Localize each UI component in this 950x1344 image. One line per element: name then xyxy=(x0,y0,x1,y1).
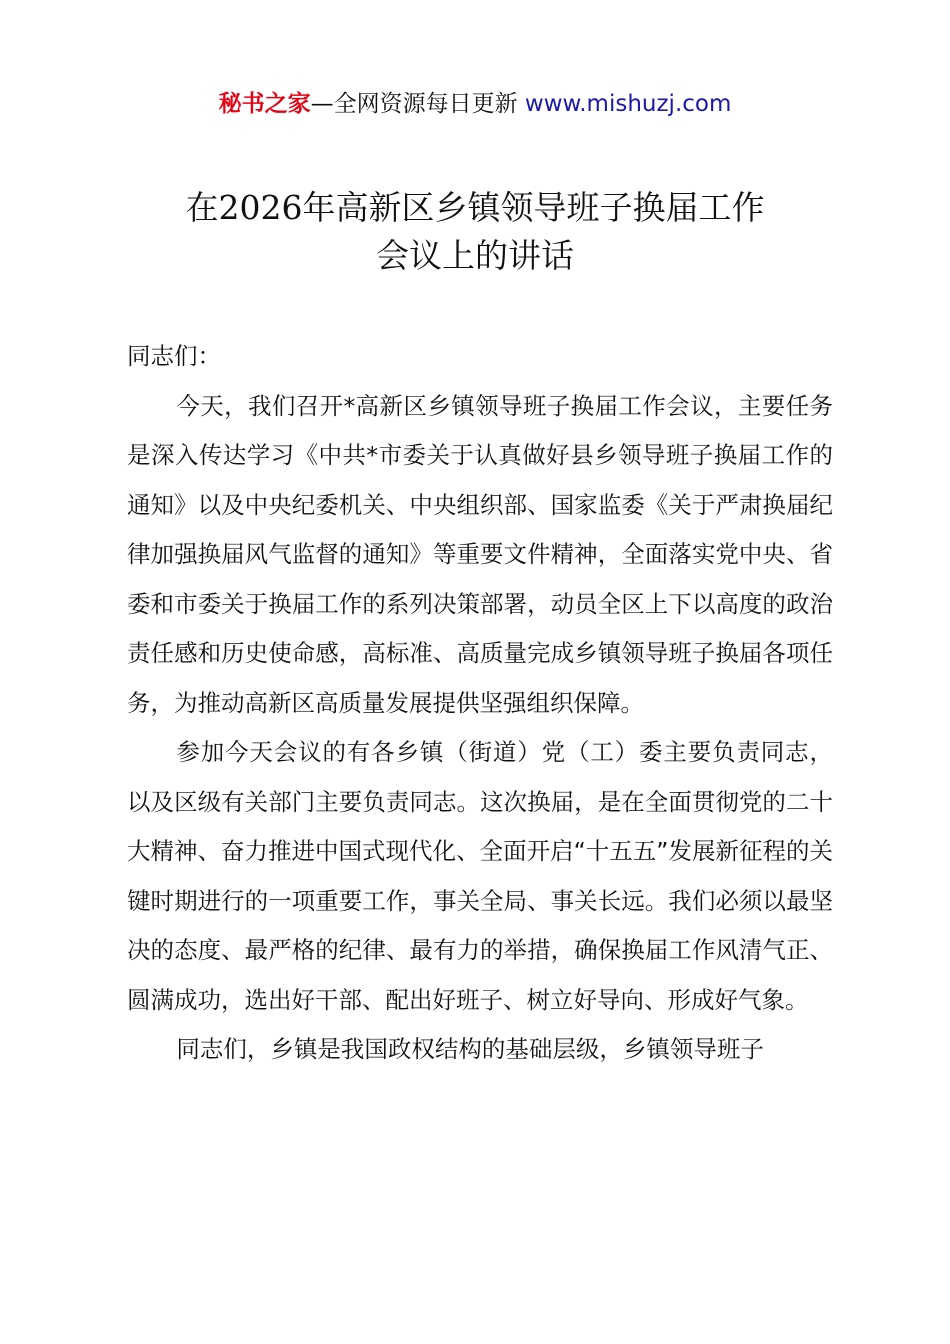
paragraph: 同志们，乡镇是我国政权结构的基础层级，乡镇领导班子 xyxy=(176,1035,764,1063)
header-tagline: —全网资源每日更新 xyxy=(310,91,518,117)
site-header xyxy=(0,86,950,122)
document-body xyxy=(127,332,833,1075)
site-url-link[interactable]: www.mishuzj.com xyxy=(524,91,732,117)
paragraph: 参加今天会议的有各乡镇（街道）党（工）委主要负责同志，以及区级有关部门主要负责同志。这次换届，是在全面贯彻党的二十大精神、奋力推进中国式现代化、全面开启“十五五”发展新征程的关键时期进行的一项重要工作，事关全局、事关长远。我们必须以最坚决的态度、最严格的纪律、最有力的举措，确保换届工作风清气正、圆满成功，选出好干部、配出好班子、树立好导向、形成好气象。 xyxy=(127,738,833,1014)
title-line-2: 会议上的讲话 xyxy=(376,236,574,275)
brand-name[interactable]: 秘书之家 xyxy=(218,91,311,117)
paragraph: 今天，我们召开*高新区乡镇领导班子换届工作会议，主要任务是深入传达学习《中共*市委关于认真做好县乡领导班子换届工作的通知》以及中央纪委机关、中央组织部、国家监委《关于严肃换届纪律加强换届风气监督的通知》等重要文件精神，全面落实党中央、省委和市委关于换届工作的系列决策部署，动员全区上下以高度的政治责任感和历史使命感，高标准、高质量完成乡镇领导班子换届各项任务，为推动高新区高质量发展提供坚强组织保障。 xyxy=(127,391,833,717)
document-title xyxy=(0,184,950,280)
salutation: 同志们： xyxy=(127,342,221,370)
title-line-1: 在2026年高新区乡镇领导班子换届工作 xyxy=(185,188,765,227)
